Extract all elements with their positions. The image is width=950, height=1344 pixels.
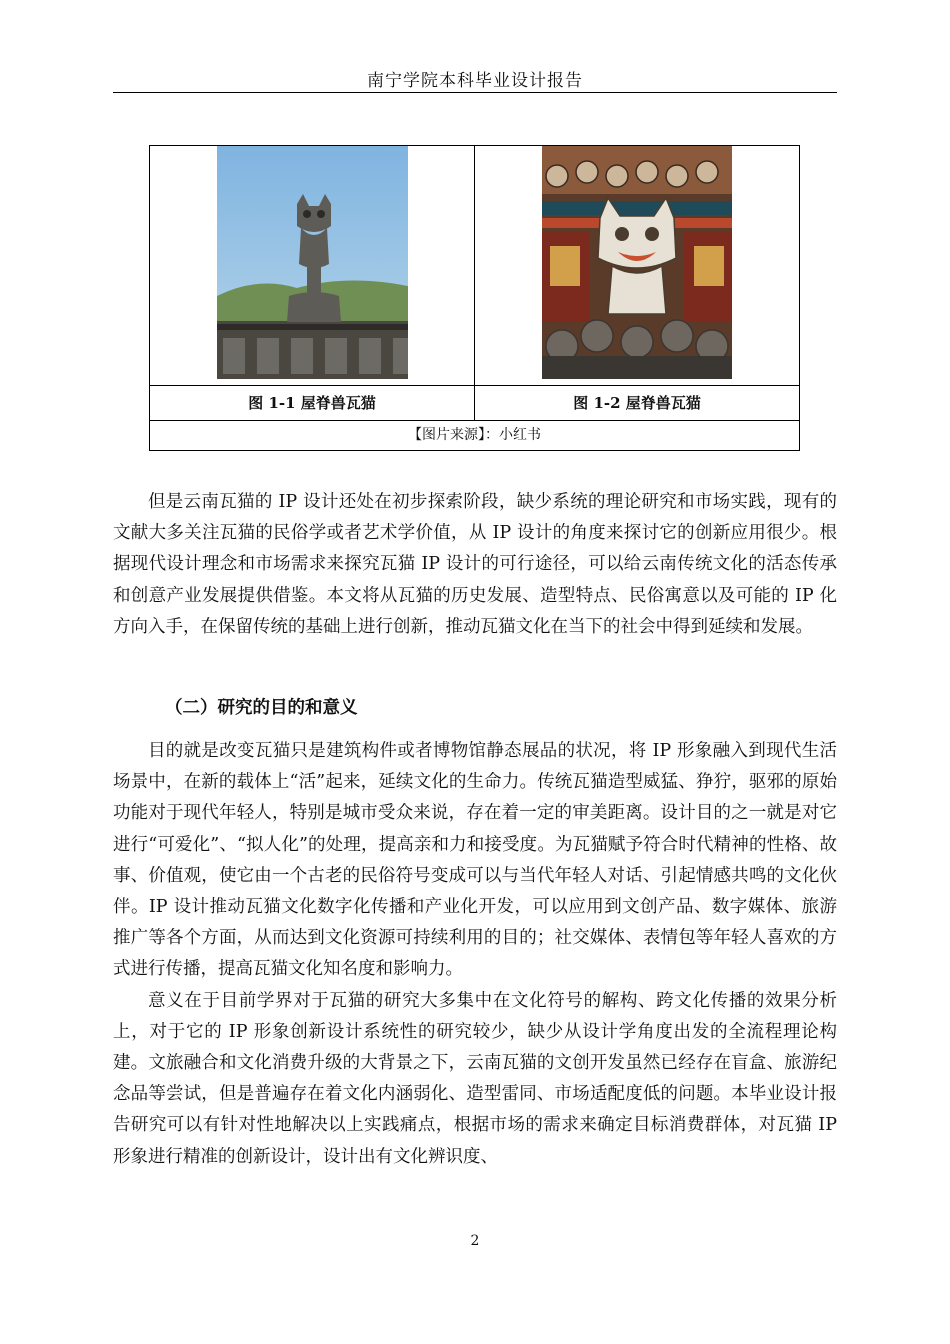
figure-table [149, 145, 800, 451]
paragraph: 意义在于目前学界对于瓦猫的研究大多集中在文化符号的解构、跨文化传播的效果分析上，对于它的 IP 形象创新设计系统性的研究较少，缺少从设计学角度出发的全流程理论构建。文旅融合和文化消费升级的大背景之下，云南瓦猫的文创开发虽然已经存在盲盒、旅游纪念品等尝试，但是普遍存在着文化内涵弱化、造型雷同、市场适配度低的问题。本毕业设计报告研究可以有针对性地解决以上实践痛点，根据市场的需求来确定目标消费群体，对瓦猫 IP 形象进行精准的创新设计，设计出有文化辨识度、 [113, 990, 837, 1167]
figure-cell-right [475, 146, 799, 385]
paragraph: 目的就是改变瓦猫只是建筑构件或者博物馆静态展品的状况，将 IP 形象融入到现代生活场景中，在新的载体上“活”起来，延续文化的生命力。传统瓦猫造型威猛、狰狞，驱邪的原始功能对于现代年轻人，特别是城市受众来说，存在着一定的审美距离。设计目的之一就是对它进行“可爱化”、“拟人化”的处理，提高亲和力和接受度。为瓦猫赋予符合时代精神的性格、故事、价值观，使它由一个古老的民俗符号变成可以与当代年轻人对话、引起情感共鸣的文化伙伴。IP 设计推动瓦猫文化数字化传播和产业化开发，可以应用到文创产品、数字媒体、旅游推广等各个方面，从而达到文化资源可持续利用的目的；社交媒体、表情包等年轻人喜欢的方式进行传播，提高瓦猫文化知名度和影响力。 [113, 741, 837, 980]
figure-1-1-caption: 图 1-1 屋脊兽瓦猫 [150, 386, 475, 420]
body-text-top [113, 487, 837, 643]
figure-source: 【图片来源】：小红书 [408, 427, 541, 443]
figure-cell-left [150, 146, 475, 385]
body-text-bottom [113, 736, 837, 1173]
paragraph: 但是云南瓦猫的 IP 设计还处在初步探索阶段，缺少系统的理论研究和市场实践，现有的文献大多关注瓦猫的民俗学或者艺术学价值，从 IP 设计的角度来探讨它的创新应用很少。根据现代设计理念和市场需求来探究瓦猫 IP 设计的可行途径，可以给云南传统文化的活态传承和创意产业发展提供借鉴。本文将从瓦猫的历史发展、造型特点、民俗寓意以及可能的 IP 化方向入手，在保留传统的基础上进行创新，推动瓦猫文化在当下的社会中得到延续和发展。 [113, 492, 837, 637]
figure-1-2-photo [542, 146, 732, 379]
page-header-title: 南宁学院本科毕业设计报告 [367, 71, 583, 91]
figure-1-2-caption: 图 1-2 屋脊兽瓦猫 [573, 394, 701, 412]
page-number: 2 [470, 1233, 480, 1249]
figure-caption-row [150, 385, 799, 421]
figure-1-1-photo [217, 146, 408, 379]
header-divider [113, 92, 837, 93]
section-heading: （二）研究的目的和意义 [165, 698, 358, 718]
